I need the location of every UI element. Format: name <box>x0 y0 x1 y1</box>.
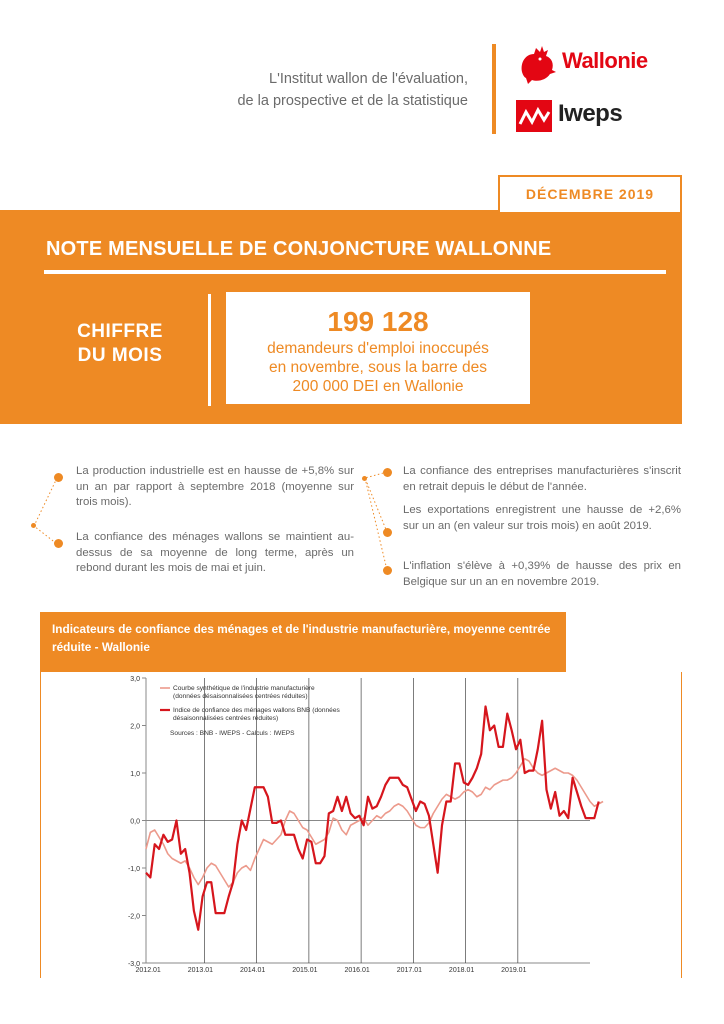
x-tick-label: 2017.01 <box>396 967 423 974</box>
chart-title: Indicateurs de confiance des ménages et de l'industrie manufacturière, moyenne centrée réduite - Wallonie <box>40 612 566 672</box>
issue-date: DÉCEMBRE 2019 <box>498 175 682 212</box>
y-tick-label: 0,0 <box>130 818 140 826</box>
banner-divider <box>208 294 211 406</box>
bullet-business-confidence: La confiance des entreprises manufacturières s'inscrit en retrait depuis le début de l'année. <box>403 465 681 493</box>
institute-line-1: L'Institut wallon de l'évaluation, <box>269 71 468 87</box>
iweps-wordmark: Iweps <box>558 100 623 127</box>
chiffre-label-line-1: CHIFFRE <box>77 321 163 342</box>
chart-source: Sources : BNB - IWEPS - Calculs : IWEPS <box>170 730 295 737</box>
y-tick-label: -2,0 <box>127 913 140 921</box>
bullet-inflation: L'inflation s'élève à +0,39% de hausse des prix en Belgique sur un an en novembre 2019. <box>403 560 681 588</box>
iweps-mark-icon <box>516 100 552 132</box>
chiffre-desc-line-2: en novembre, sous la barre des <box>269 359 487 376</box>
chiffre-desc-line-3: 200 000 DEI en Wallonie <box>292 378 464 395</box>
y-tick-label: -1,0 <box>127 866 140 873</box>
x-tick-label: 2014.01 <box>239 967 266 974</box>
chiffre-number: 199 128 <box>327 306 429 337</box>
iweps-logo[interactable] <box>516 98 676 134</box>
chiffre-du-mois-label <box>50 320 190 368</box>
key-points <box>0 460 724 600</box>
legend-label-line-2: désaisonnalisées centrées réduites) <box>173 715 279 722</box>
y-tick-label: 1,0 <box>130 771 140 778</box>
legend-label: Courbe synthétique de l'industrie manufacturière <box>173 685 315 692</box>
chiffre-label-line-2: DU MOIS <box>77 345 163 366</box>
legend-label: Indice de confiance des ménages wallons BNB (données <box>173 707 340 714</box>
banner-rule <box>44 270 666 274</box>
y-tick-label: 2,0 <box>130 723 140 731</box>
chiffre-desc-line-1: demandeurs d'emploi inoccupés <box>267 340 489 357</box>
bullet-exports: Les exportations enregistrent une hausse de +2,6% sur un an (en valeur sur trois mois) en août 2019. <box>403 504 681 532</box>
institute-line-2: de la prospective et de la statistique <box>237 93 468 109</box>
header-divider <box>492 44 496 134</box>
rooster-icon <box>516 42 558 86</box>
y-tick-label: 3,0 <box>130 676 140 683</box>
x-tick-label: 2015.01 <box>292 967 318 974</box>
wallonie-wordmark: Wallonie <box>562 48 648 73</box>
wallonie-logo[interactable] <box>516 42 676 88</box>
bullet-household-confidence: La confiance des ménages wallons se maintient au-dessus de sa moyenne de long terme, après un rebond durant les mois de mai et juin. <box>76 531 354 574</box>
x-tick-label: 2016.01 <box>344 967 370 974</box>
legend-label-line-2: (données désaisonnalisées centrées réduites) <box>173 693 308 700</box>
banner-title: NOTE MENSUELLE DE CONJONCTURE WALLONNE <box>46 238 552 260</box>
x-tick-label: 2019.01 <box>501 967 527 974</box>
x-tick-label: 2012.01 <box>135 967 161 974</box>
chart-frame <box>40 672 682 978</box>
y-tick-label: -3,0 <box>127 961 140 968</box>
x-tick-label: 2018.01 <box>448 967 475 974</box>
bullet-industrial-production: La production industrielle est en hausse de +5,8% sur un an par rapport à septembre 2018 (moyenne sur trois mois). <box>76 465 354 508</box>
institute-name <box>237 68 468 112</box>
x-tick-label: 2013.01 <box>187 967 214 974</box>
chiffre-box <box>226 292 530 404</box>
